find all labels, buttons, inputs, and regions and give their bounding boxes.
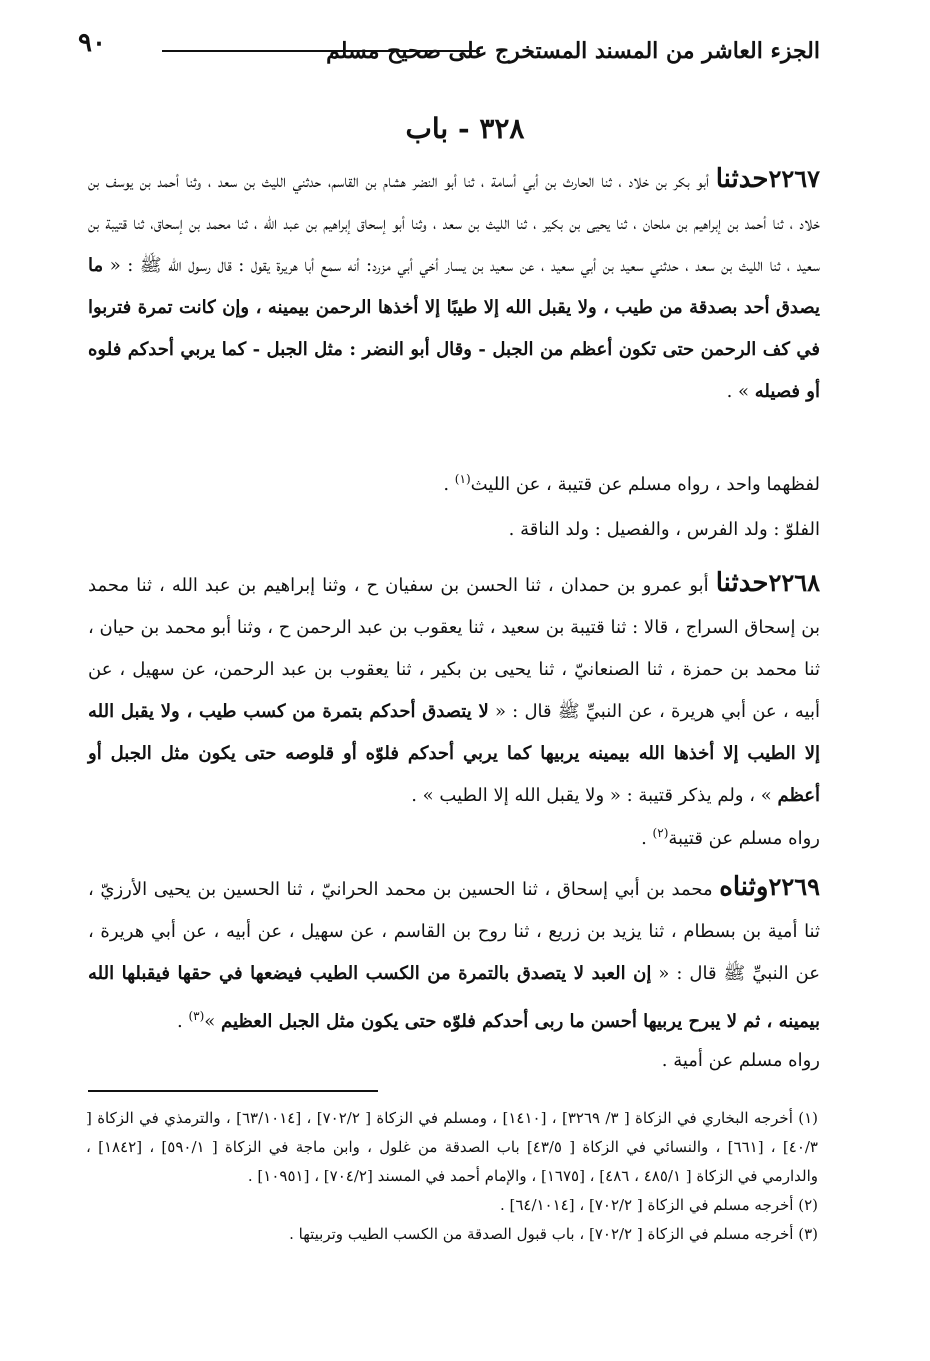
matn-text: لا يتصدق أحدكم بتمرة من كسب طيب ، ولا يقبل الله إلا الطيب إلا أخذها الله بيمينه يربيها كما يربي أحدكم فلوّه أو قلوصه حتى يكون مثل الجبل أو أعظم bbox=[88, 701, 820, 806]
narration-note: لفظهما واحد ، رواه مسلم عن قتيبة ، عن الليث$^{(١)}$ . bbox=[443, 472, 820, 495]
running-title: الجزء العاشر من المسند المستخرج على صحيح مسلم bbox=[326, 38, 820, 64]
matn-text: ما يصدق أحد بصدقة من طيب ، ولا يقبل الله إلا طيبًا إلا أخذها الرحمن بيمينه ، وإن كانت تمرة فتربوا في كف الرحمن حتى تكون أعظم من الجبل - وقال أبو النضر : مثل الجبل - كما يربي أحدكم فلوه أو فصيله bbox=[88, 255, 820, 402]
footnote: (٣) أخرجه مسلم في الزكاة [ ٧٠٢/٢] ، باب قبول الصدقة من الكسب الطيب وتربيتها . bbox=[289, 1225, 818, 1243]
glossary-note: الفلوّ : ولد الفرس ، والفصيل : ولد الناقة . bbox=[508, 519, 820, 540]
footnotes bbox=[86, 1104, 818, 1249]
page-header bbox=[78, 28, 820, 78]
footnote: (١) أخرجه البخاري في الزكاة [ ٣/ ٣٢٦٩] ، [١٤١٠] ، ومسلم في الزكاة [ ٧٠٢/٢] ، [٦٣/١٠١٤] ، والترمذي في الزكاة [ ٤٠/٣] ، [٦٦١] ، والنسائي في الزكاة [ ٤٣/٥] باب الصدقة من غلول ، وابن ماجة في الزكاة [ ٥٩٠/١] ، [١٨٤٢] ، والدارمي في الزكاة [ ٤٨٥/١ ، ٤٨٦] ، [١٦٧٥] ، والإمام أحمد في المسند [٧٠٤/٢] ، [١٠٩٥١] . bbox=[86, 1109, 818, 1185]
tail-text: » ، ولم يذكر قتيبة : « ولا يقبل الله إلا الطيب » . bbox=[411, 785, 772, 806]
hadith-number: ٢٢٦٧ bbox=[768, 164, 820, 193]
header-rule bbox=[162, 50, 480, 52]
hadith-paragraph bbox=[88, 562, 820, 817]
closing-quote: » . bbox=[726, 381, 750, 402]
isnad-text: أبو بكر بن خلاد ، ثنا الحارث بن أبي أسامة ، ثنا أبو النضر هشام بن القاسم، حدثني الليث بن سعد ، وثنا أحمد بن يوسف بن خلاد ، ثنا أحمد بن إبراهيم بن ملحان ، ثنا يحيى بن بكير ، ثنا الليث بن سعد ، وثنا أبو إسحاق إبراهيم بن عبد الله ، ثنا محمد بن إسحاق، ثنا قتيبة بن سعيد ، ثنا الليث بن سعد ، حدثني سعيد بن أبي سعيد ، عن سعيد بن يسار أخي أبي مزرد: أنه سمع أبا هريرة يقول : قال رسول الله ﷺ : « bbox=[88, 171, 820, 276]
footnote-ref: (٣) bbox=[188, 1009, 205, 1023]
isnad-text: محمد بن أبي إسحاق ، ثنا الحسين بن محمد الحرانيّ ، ثنا الحسين بن يحيى الأرزيّ ، ثنا أمية بن بسطام ، ثنا يزيد بن زريع ، ثنا روح بن القاسم ، عن سهيل ، عن أبيه ، عن أبي هريرة ، عن النبيِّ ﷺ قال : « bbox=[88, 879, 820, 984]
footnote: (٢) أخرجه مسلم في الزكاة [ ٧٠٢/٢] ، [٦٤/١٠١٤] . bbox=[499, 1196, 818, 1214]
matn-text: إن العبد لا يتصدق بالتمرة من الكسب الطيب فيضعها في حقها فيقبلها الله بيمينه ، ثم لا يبرح يربيها أحسن ما ربى أحدكم فلوّه حتى يكون مثل الجبل العظيم bbox=[88, 963, 820, 1032]
narration-note: رواه مسلم عن أمية . bbox=[661, 1050, 820, 1071]
hadith-paragraph bbox=[88, 158, 820, 413]
footnote-ref: (٢) bbox=[652, 826, 669, 840]
page-number: ٩٠ bbox=[78, 28, 106, 58]
narration-keyword: وثناه bbox=[719, 872, 769, 902]
narration-keyword: حدثنا bbox=[715, 568, 769, 598]
closing-quote: » bbox=[204, 1011, 216, 1032]
hadith-number: ٢٢٦٨ bbox=[768, 568, 820, 597]
hadith-number: ٢٢٦٩ bbox=[768, 872, 820, 901]
narration-keyword: حدثنا bbox=[715, 164, 769, 194]
narration-note: رواه مسلم عن قتيبة$^{(٢)}$ . bbox=[641, 826, 820, 849]
chapter-heading: ٣٢٨ - باب bbox=[405, 112, 525, 145]
footnote-rule bbox=[88, 1090, 378, 1092]
footnote-ref: (١) bbox=[454, 472, 471, 486]
hadith-paragraph: ٢٢٦٩وثناه محمد بن أبي إسحاق ، ثنا الحسين بن محمد الحرانيّ ، ثنا الحسين بن يحيى الأرزيّ ، ثنا أمية بن بسطام ، ثنا يزيد بن زريع ، ثنا روح بن القاسم ، عن سهيل ، عن أبيه ، عن أبي هريرة ، عن النبيِّ ﷺ قال : « إن العبد لا يتصدق بالتمرة من الكسب الطيب فيضعها في حقها فيقبلها الله بيمينه ، ثم لا يبرح يربيها أحسن ما ربى أحدكم فلوّه حتى يكون مثل الجبل العظيم »$^{(٣)}$ . bbox=[88, 872, 820, 1032]
isnad-text: أبو عمرو بن حمدان ، ثنا الحسن بن سفيان ح ، وثنا إبراهيم بن عبد الله ، ثنا محمد بن إسحاق السراج ، قالا : ثنا قتيبة بن سعيد ، ثنا يعقوب بن عبد الرحمن ح ، وثنا أبو محمد بن حيان ، ثنا محمد بن حمزة ، ثنا الصنعانيّ ، ثنا يحيى بن بكير ، ثنا يعقوب بن عبد الرحمن، عن سهيل ، عن أبيه ، عن أبي هريرة ، عن النبيِّ ﷺ قال : « bbox=[88, 575, 820, 722]
